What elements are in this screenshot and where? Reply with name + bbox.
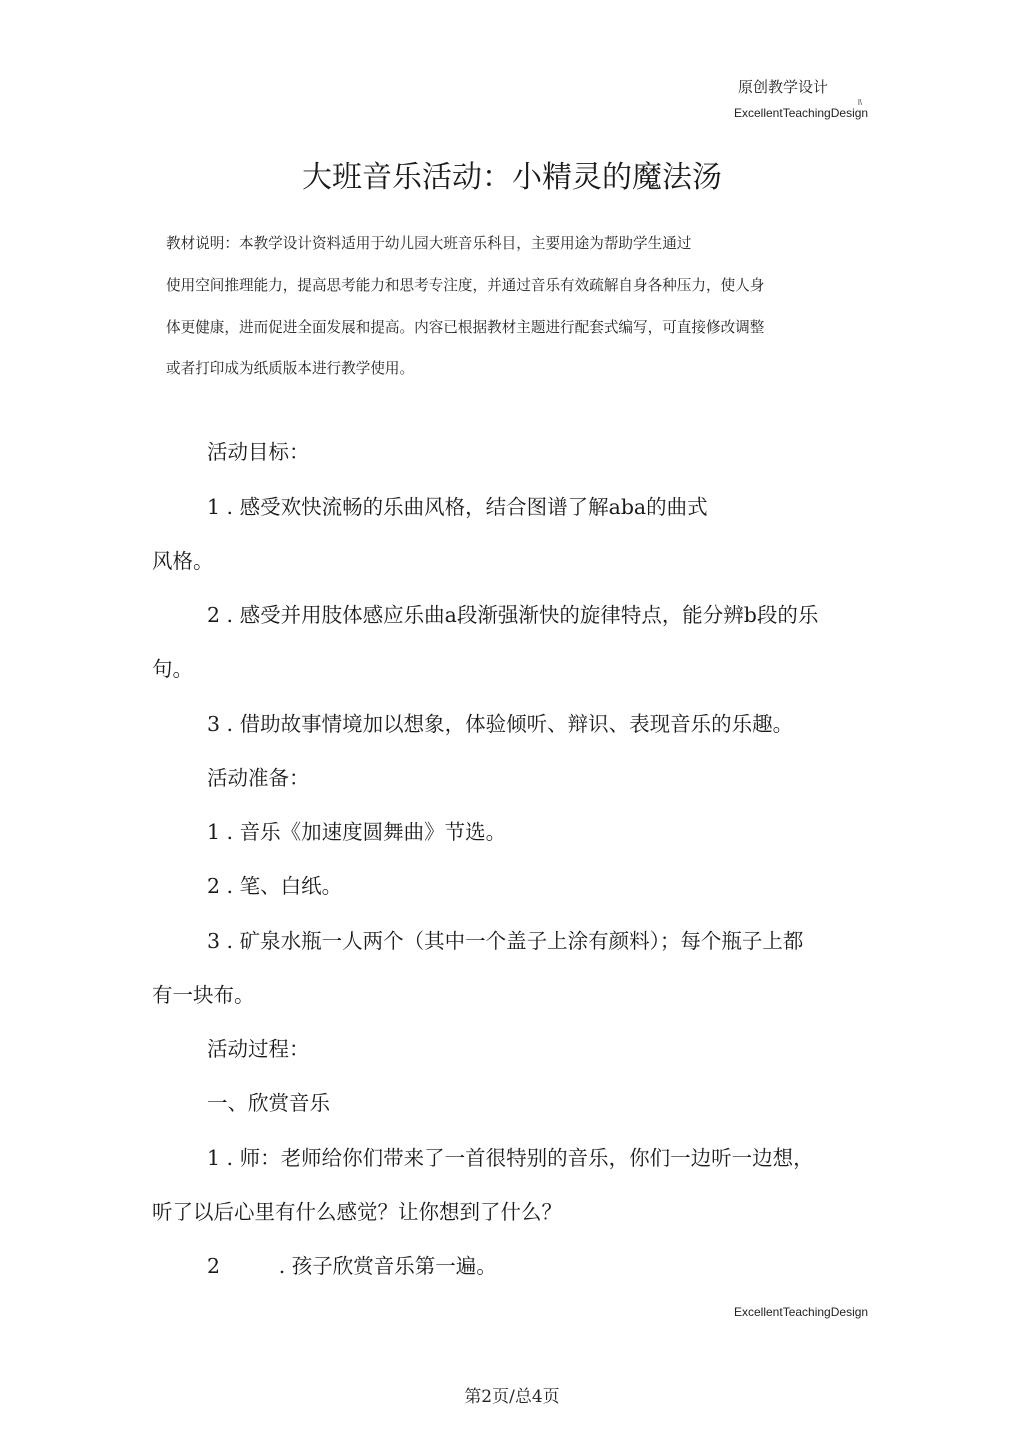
header-mark: l\	[858, 98, 862, 107]
body-paragraph: 2 . 孩子欣赏音乐第一遍。	[207, 1254, 497, 1278]
footer-label-en: ExcellentTeachingDesign	[734, 1305, 869, 1319]
body-paragraph: 1 . 师：老师给你们带来了一首很特别的音乐，你们一边听一边想，	[207, 1146, 814, 1170]
body-paragraph: 听了以后心里有什么感觉？让你想到了什么？	[152, 1200, 562, 1224]
header-label-cn: 原创教学设计	[738, 78, 829, 96]
note-line: 使用空间推理能力，提高思考能力和思考专注度，并通过音乐有效疏解自身各种压力，使人身	[166, 277, 765, 294]
body-paragraph: 1 . 感受欢快流畅的乐曲风格，结合图谱了解aba的曲式	[207, 495, 708, 519]
header-label-en: ExcellentTeachingDesign	[734, 106, 869, 120]
body-paragraph: 2 . 感受并用肢体感应乐曲a段渐强渐快的旋律特点，能分辨b段的乐	[207, 603, 819, 627]
note-line: 体更健康，进而促进全面发展和提高。内容已根据教材主题进行配套式编写，可直接修改调整	[166, 319, 765, 336]
body-paragraph: 句。	[152, 657, 193, 681]
section-heading: 活动准备：	[207, 766, 310, 790]
note-line: 或者打印成为纸质版本进行教学使用。	[166, 360, 415, 377]
page-number: 第2页/总4页	[464, 1387, 560, 1407]
body-paragraph: 1 . 音乐《加速度圆舞曲》节选。	[207, 820, 507, 844]
body-paragraph: 3 . 借助故事情境加以想象，体验倾听、辩识、表现音乐的乐趣。	[207, 712, 794, 736]
body-paragraph: 3 . 矿泉水瓶一人两个（其中一个盖子上涂有颜料）；每个瓶子上都	[207, 929, 804, 953]
section-heading: 活动目标：	[207, 440, 310, 464]
body-paragraph: 风格。	[152, 549, 214, 573]
body-paragraph: 有一块布。	[152, 983, 255, 1007]
body-paragraph: 2 . 笔、白纸。	[207, 874, 343, 898]
section-heading: 活动过程：	[207, 1037, 310, 1061]
page-title: 大班音乐活动：小精灵的魔法汤	[302, 160, 722, 195]
subsection-heading: 一、欣赏音乐	[207, 1091, 330, 1115]
note-line: 教材说明：本教学设计资料适用于幼儿园大班音乐科目，主要用途为帮助学生通过	[166, 235, 692, 252]
